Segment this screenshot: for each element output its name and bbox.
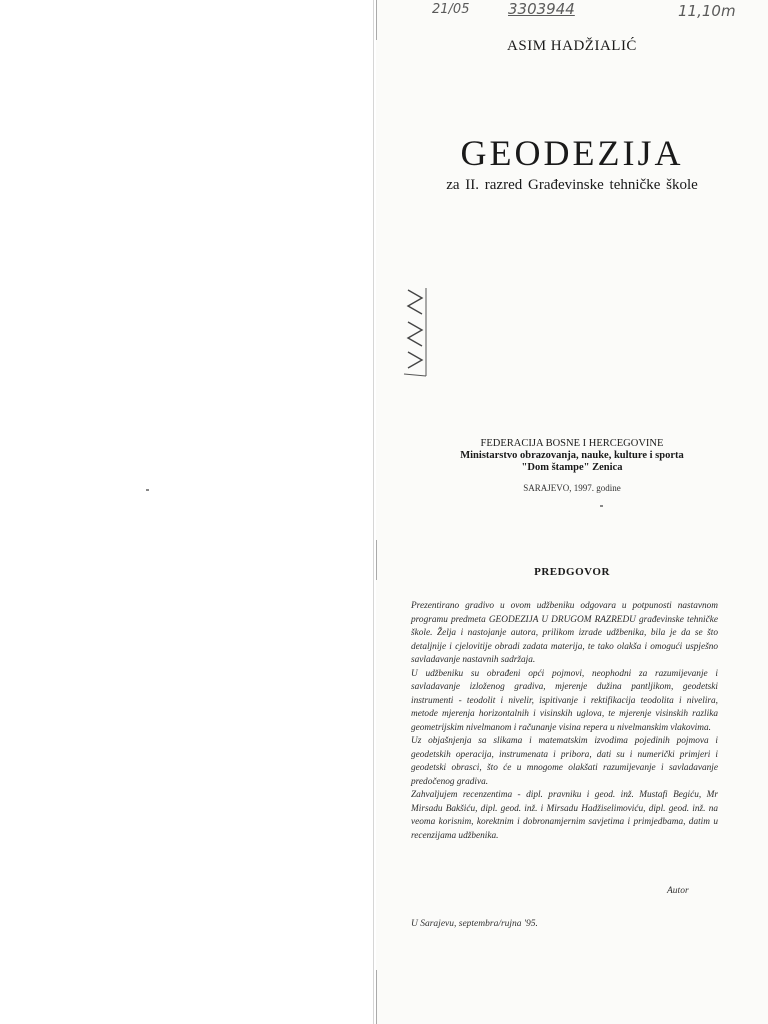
preface-place-date: U Sarajevu, septembra/rujna '95. [411,919,538,929]
author-name: ASIM HADŽIALIĆ [507,38,637,54]
handwritten-note-left: 21/05 [432,2,470,17]
preface-paragraph: Prezentirano gradivo u ovom udžbeniku odgovara u potpunosti nastavnom programu predmeta GEODEZIJA U DRUGOM RAZREDU građevinske tehničke škole. Želja i nastojanje autora, prilikom izrade udžbenika, bila je da se što detaljnije i cjelovitije obradi zadata materija, te tako olakša i omogući uspješno savladavanje nastavnih sadržaja. [411,601,718,665]
preface-paragraph: Zahvaljujem recenzentima - dipl. pravniku i geod. inž. Mustafi Begiću, Mr Mirsadu Bakšiću, dipl. geod. inž. i Mirsadu Hadžiselimoviću, dipl. geod. inž. na veoma korisnim, korektnim i dobronamjernim savjetima i primjedbama, datim u recenzijama udžbenika. [411,790,718,841]
left-blank-page [0,0,372,1024]
handwritten-note-center: 3303944 [508,0,575,18]
publisher-line: FEDERACIJA BOSNE I HERCEGOVINE [480,438,664,449]
binding-mark [376,0,377,40]
place-year: SARAJEVO, 1997. godine [523,483,621,493]
scan-speck [600,505,603,507]
preface-heading: PREDGOVOR [534,566,610,578]
handwritten-note-right: 11,10m [678,2,736,20]
scan-speck [146,489,149,491]
preface-signature: Autor [667,886,689,896]
book-subtitle: za II. razred Građevinske tehničke škole [446,177,698,193]
publisher-line: Ministarstvo obrazovanja, nauke, kulture i sporta [460,450,684,461]
handwritten-stamp-mark [402,286,428,378]
page-fold-line [373,0,374,1024]
publisher-line: "Dom štampe" Zenica [521,462,623,473]
book-title: GEODEZIJA [460,133,684,173]
preface-body [411,600,718,843]
publisher-block [376,438,768,474]
preface-paragraph: Uz objašnjenja sa slikama i matematskim izvodima pojedinih pojmova i geodetskih operacija, instrumenata i pribora, dati su i numerički primjeri i geodetski obrasci, što će u mnogome olakšati razumijevanje i savladavanje predočenog gradiva. [411,736,718,787]
preface-paragraph: U udžbeniku su obrađeni opći pojmovi, neophodni za razumijevanje i savladavanje izloženog gradiva, mjerenje dužina pantljikom, geodetski instrumenti - teodolit i nivelir, ispitivanje i rektifikacija teodolita i nivelira, metode mjerenja horizontalnih i visinskih uglova, te mjerenje visinskih razlika geometrijskim nivelmanom i računanje visina repera u nivelmanskim vlakovima. [411,668,718,733]
binding-mark [376,970,377,1024]
